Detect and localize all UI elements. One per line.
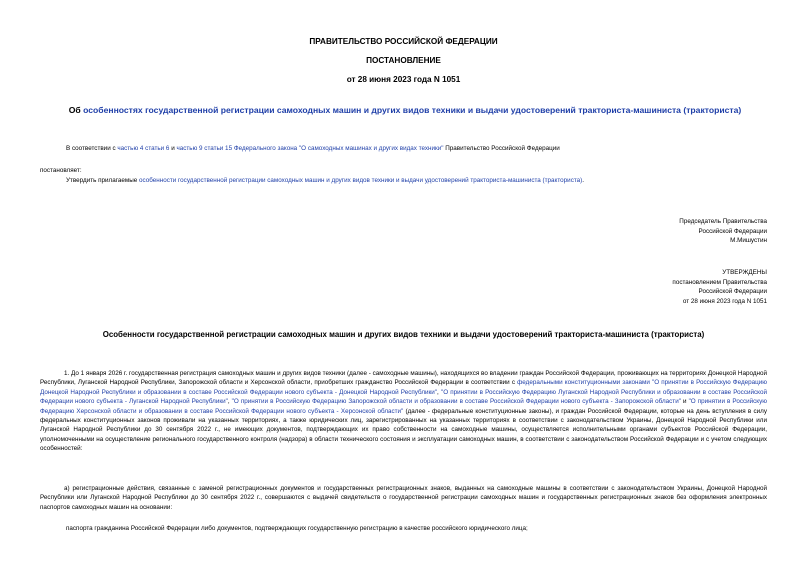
title-link[interactable]: особенностях государственной регистрации самоходных машин и других видов техники и выдачи удостоверений тракториста-машиниста (тракториста) <box>83 105 742 115</box>
document-date-number: от 28 июня 2023 года N 1051 <box>346 75 461 84</box>
decree-link[interactable]: особенности государственной регистрации самоходных машин и других видов техники и выдачи удостоверений тракториста-машиниста (тракториста) <box>139 177 583 184</box>
preamble-link-1[interactable]: частью 4 статьи 6 <box>117 145 170 152</box>
approval-line-2: постановлением Правительства <box>672 278 767 286</box>
document-title <box>55 105 755 115</box>
paragraph-1-text-c: , <box>227 398 232 406</box>
signature-block <box>679 217 767 246</box>
preamble-text-2: и <box>169 145 177 152</box>
paragraph-1 <box>40 369 767 454</box>
approval-line-4: от 28 июня 2023 года N 1051 <box>682 297 767 305</box>
government-heading: ПРАВИТЕЛЬСТВО РОССИЙСКОЙ ФЕДЕРАЦИИ <box>309 37 498 46</box>
annex-title: Особенности государственной регистрации самоходных машин и других видов техники и выдачи удостоверений тракториста-машиниста (тракториста) <box>102 330 705 339</box>
preamble-link-2[interactable]: частью 9 статьи 15 Федерального закона "О самоходных машинах и других видах техники" <box>176 145 444 152</box>
paragraph-1-text-d: и <box>680 398 689 406</box>
decree-text <box>66 176 786 185</box>
signature-line-3: М.Мишустин <box>730 237 767 245</box>
paragraph-1-link-1[interactable]: федеральными конституционными законами "О принятии в Российскую Федерацию Донецкой Народной Республики и образовании в составе Российской Федерации нового субъекта - Донецкой Народной Республики" <box>40 379 767 396</box>
paragraph-1-text-a: 1. До 1 января 2026 г. государственная регистрация самоходных машин и других видов техники (далее - самоходные машины), находящихся во владении граждан Российской Федерации, проживающих на территориях Донецкой Народной Республики, Луганской Народной Республики, Запорожской области и Херсонской области, приобретших гражданство Российской Федерации в соответствии с <box>40 370 767 387</box>
approval-line-3: Российской Федерации <box>698 288 767 296</box>
title-prefix: Об <box>68 105 84 115</box>
paragraph-passport: паспорта гражданина Российской Федерации либо документов, подтверждающих государственную регистрацию в качестве российского юридического лица; <box>66 525 528 532</box>
paragraph-1-text-e: (далее - федеральные конституционные законы), и граждан Российской Федерации, которые на день вступления в силу федеральных конституционных законов проживали на указанных территориях, а также юридических лиц, зарегистрированных на указанных территориях в соответствии с законодательством Украины, Донецкой Народной Республики или Луганской Народной Республики до 30 сентября 2022 г., не имеющих документов, подтверждающих их право собственности на самоходные машины, осуществляется исполнительными органами субъектов Российской Федерации, уполномоченными на осуществление регионального государственного контроля (надзора) в области технического состояния и эксплуатации самоходных машин, в соответствии с законодательством Российской Федерации и с учетом следующих особенностей: <box>40 407 767 453</box>
paragraph-a: а) регистрационные действия, связанные с заменой регистрационных документов и государственных регистрационных знаков, выданных на самоходные машины в соответствии с законодательством Украины, Донецкой Народной Республики или Луганской Народной Республики до 30 сентября 2022 г., совершаются с выдачей свидетельств о государственной регистрации самоходных машин и государственных регистрационных знаков без оформления электронных паспортов самоходных машин на основании: <box>40 485 767 511</box>
document-type: ПОСТАНОВЛЕНИЕ <box>366 56 441 65</box>
paragraph-1-link-4[interactable]: "О принятии в Российскую Федерацию Херсонской области и образовании в составе Российской Федерации нового субъекта - Херсонской области" <box>40 398 767 415</box>
signature-line-2: Российской Федерации <box>698 227 767 235</box>
preamble-text-3: Правительство Российской Федерации <box>443 145 560 152</box>
preamble <box>66 144 766 153</box>
paragraph-1-link-2[interactable]: "О принятии в Российскую Федерацию Луганской Народной Республики и образовании в составе Российской Федерации нового субъекта - Луганской Народной Республики" <box>40 388 767 406</box>
paragraph-1-link-3[interactable]: "О принятии в Российскую Федерацию Запорожской области и образовании в составе Российской Федерации нового субъекта - Запорожской области" <box>231 398 681 406</box>
decree-word: постановляет: <box>40 167 82 174</box>
paragraph-1-text-b: , <box>437 388 441 396</box>
signature-line-1: Председатель Правительства <box>679 218 767 225</box>
approval-line-1: УТВЕРЖДЕНЫ <box>722 269 767 276</box>
decree-text-2: . <box>582 177 585 184</box>
preamble-text-1: В соответствии с <box>66 145 118 152</box>
decree-text-1: Утвердить прилагаемые <box>66 177 139 184</box>
approval-block <box>672 268 767 306</box>
